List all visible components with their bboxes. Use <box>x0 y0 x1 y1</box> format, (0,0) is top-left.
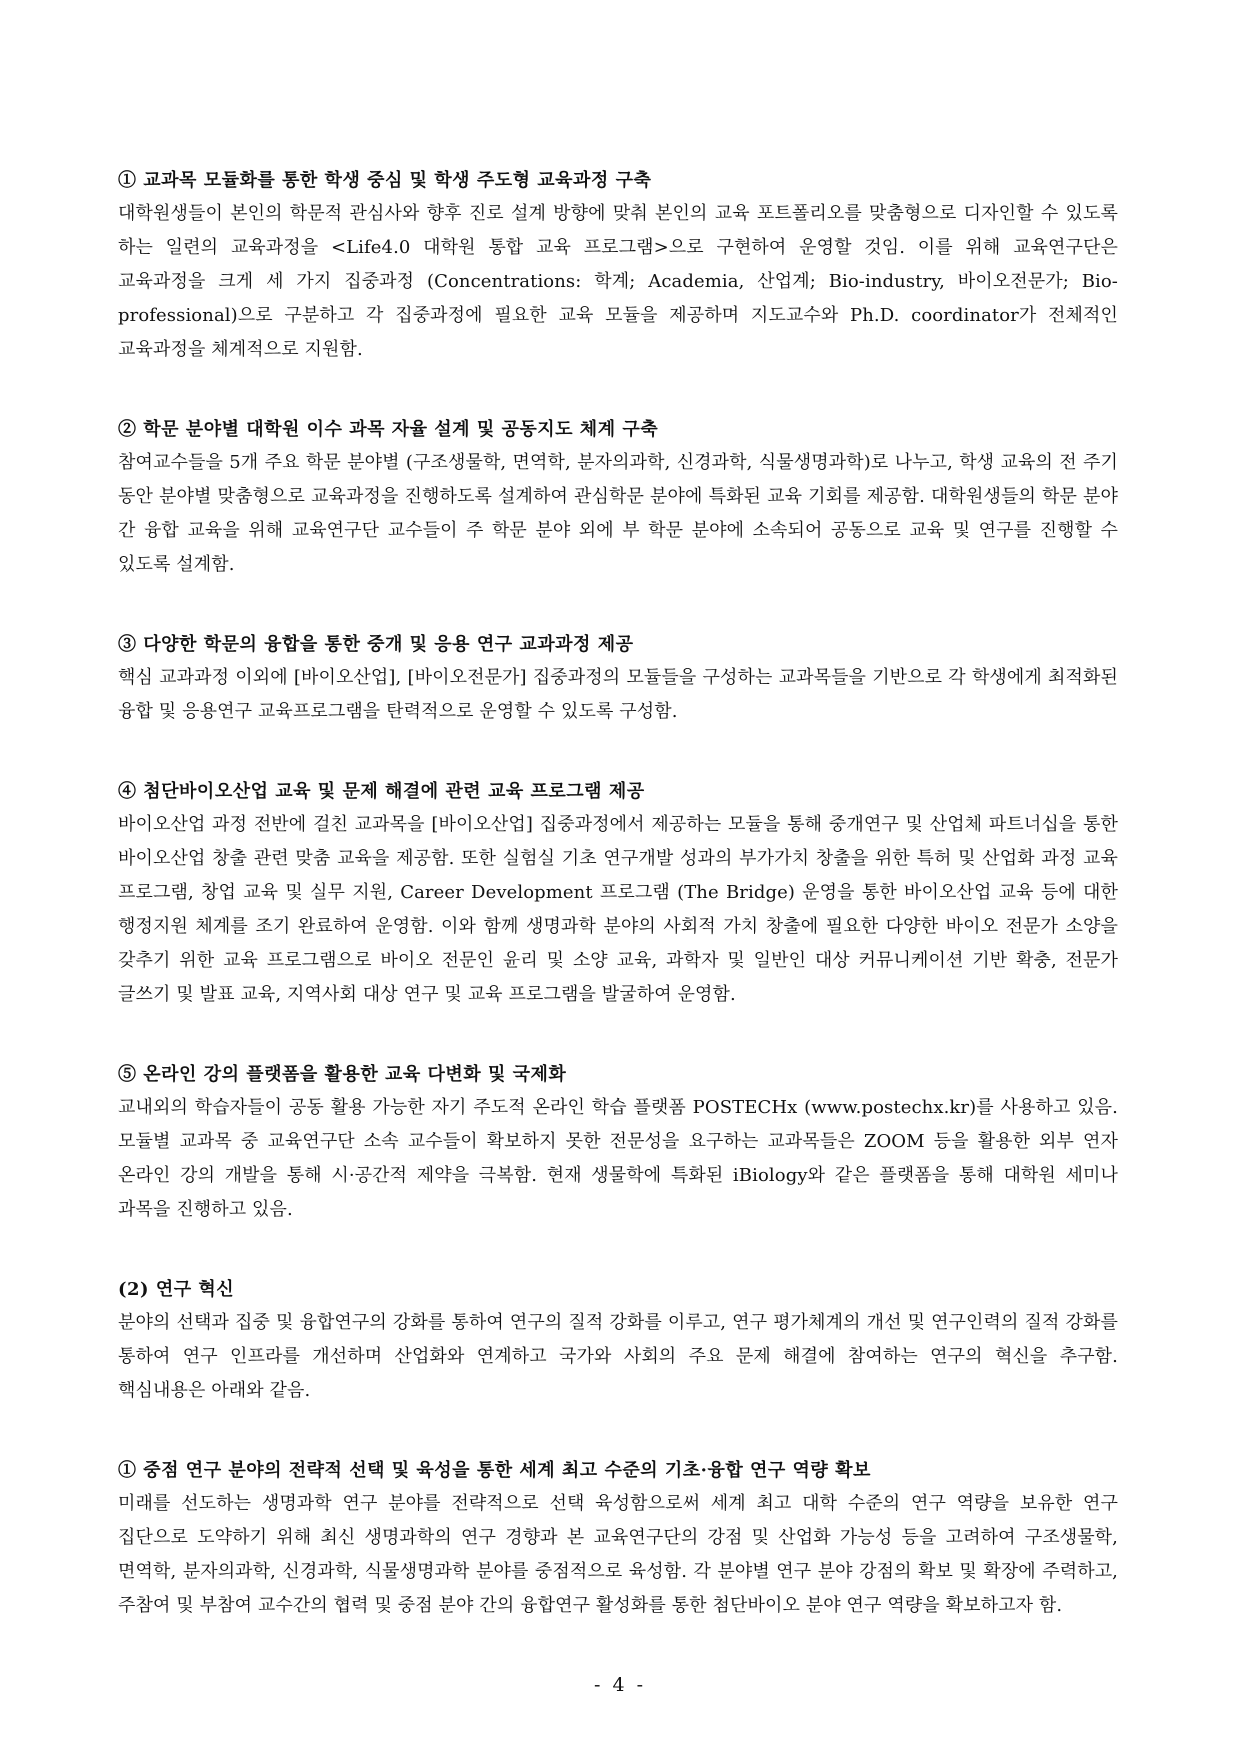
section-research-innovation <box>118 1273 1118 1408</box>
section-heading: ⑤ 온라인 강의 플랫폼을 활용한 교육 다변화 및 국제화 <box>118 1064 567 1085</box>
section-joint-advising <box>118 413 1118 582</box>
section-heading: ① 중점 연구 분야의 전략적 선택 및 육성을 통한 세계 최고 수준의 기초·융합 연구 역량 확보 <box>118 1460 871 1481</box>
document-page <box>118 164 1118 1669</box>
section-body: 핵심 교과과정 이외에 [바이오산업], [바이오전문가] 집중과정의 모듈들을 구성하는 교과목들을 기반으로 각 학생에게 최적화된 융합 및 응용연구 교육프로그램을 탄력적으로 운영할 수 있도록 구성함. <box>118 667 1118 722</box>
section-body: 미래를 선도하는 생명과학 연구 분야를 전략적으로 선택 육성함으로써 세계 최고 대학 수준의 연구 역량을 보유한 연구 집단으로 도약하기 위해 최신 생명과학의 연구 경향과 본 교육연구단의 강점 및 산업화 가능성 등을 고려하여 구조생물학, 면역학, 분자의과학, 신경과학, 식물생명과학 분야를 중점적으로 육성함. 각 분야별 연구 분야 강점의 확보 및 확장에 주력하고, 주참여 및 부참여 교수간의 협력 및 중점 분야 간의 융합연구 활성화를 통한 첨단바이오 분야 연구 역량을 확보하고자 함. <box>118 1493 1118 1616</box>
section-bio-industry-program <box>118 775 1118 1012</box>
section-online-platform <box>118 1058 1118 1227</box>
page-number: - 4 - <box>593 1674 646 1696</box>
section-body: 대학원생들이 본인의 학문적 관심사와 향후 진로 설계 방향에 맞춰 본인의 교육 포트폴리오를 맞춤형으로 디자인할 수 있도록 하는 일련의 교육과정을 <Life4.0 대학원 통합 교육 프로그램>으로 구현하여 운영할 것임. 이를 위해 교육연구단은 교육과정을 크게 세 가지 집중과정 (Concentrations: 학계; Academia, 산업계; Bio-industry, 바이오전문가; Bio-professional)으로 구분하고 각 집중과정에 필요한 교육 모듈을 제공하며 지도교수와 Ph.D. coordinator가 전체적인 교육과정을 체계적으로 지원함. <box>118 203 1118 360</box>
section-body: 바이오산업 과정 전반에 걸친 교과목을 [바이오산업] 집중과정에서 제공하는 모듈을 통해 중개연구 및 산업체 파트너십을 통한 바이오산업 창출 관련 맞춤 교육을 제공함. 또한 실험실 기초 연구개발 성과의 부가가치 창출을 위한 특허 및 산업화 과정 교육 프로그램, 창업 교육 및 실무 지원, Career Development 프로그램 (The Bridge) 운영을 통한 바이오산업 교육 등에 대한 행정지원 체계를 조기 완료하여 운영함. 이와 함께 생명과학 분야의 사회적 가치 창출에 필요한 다양한 바이오 전문가 소양을 갖추기 위한 교육 프로그램으로 바이오 전문인 윤리 및 소양 교육, 과학자 및 일반인 대상 커뮤니케이션 기반 확충, 전문가 글쓰기 및 발표 교육, 지역사회 대상 연구 및 교육 프로그램을 발굴하여 운영함. <box>118 814 1118 1005</box>
section-body: 교내외의 학습자들이 공동 활용 가능한 자기 주도적 온라인 학습 플랫폼 POSTECHx (www.postechx.kr)를 사용하고 있음. 모듈별 교과목 중 교육연구단 소속 교수들이 확보하지 못한 전문성을 요구하는 교과목들은 ZOOM 등을 활용한 외부 연자 온라인 강의 개발을 통해 시·공간적 제약을 극복함. 현재 생물학에 특화된 iBiology와 같은 플랫폼을 통해 대학원 세미나 과목을 진행하고 있음. <box>118 1097 1118 1220</box>
section-heading: ③ 다양한 학문의 융합을 통한 중개 및 응용 연구 교과과정 제공 <box>118 634 634 655</box>
section-curriculum-modularization <box>118 164 1118 367</box>
section-heading: (2) 연구 혁신 <box>118 1279 235 1300</box>
section-body: 참여교수들을 5개 주요 학문 분야별 (구조생물학, 면역학, 분자의과학, 신경과학, 식물생명과학)로 나누고, 학생 교육의 전 주기 동안 분야별 맞춤형으로 교육과정을 진행하도록 설계하여 관심학문 분야에 특화된 교육 기회를 제공함. 대학원생들의 학문 분야 간 융합 교육을 위해 교육연구단 교수들이 주 학문 분야 외에 부 학문 분야에 소속되어 공동으로 교육 및 연구를 진행할 수 있도록 설계함. <box>118 452 1118 575</box>
section-heading: ④ 첨단바이오산업 교육 및 문제 해결에 관련 교육 프로그램 제공 <box>118 781 645 802</box>
section-translational-curriculum <box>118 628 1118 729</box>
section-core-research-areas <box>118 1454 1118 1623</box>
section-body: 분야의 선택과 집중 및 융합연구의 강화를 통하여 연구의 질적 강화를 이루고, 연구 평가체계의 개선 및 연구인력의 질적 강화를 통하여 연구 인프라를 개선하며 산업화와 연계하고 국가와 사회의 주요 문제 해결에 참여하는 연구의 혁신을 추구함. 핵심내용은 아래와 같음. <box>118 1312 1118 1401</box>
section-heading: ② 학문 분야별 대학원 이수 과목 자율 설계 및 공동지도 체계 구축 <box>118 419 659 440</box>
section-heading: ① 교과목 모듈화를 통한 학생 중심 및 학생 주도형 교육과정 구축 <box>118 170 652 191</box>
